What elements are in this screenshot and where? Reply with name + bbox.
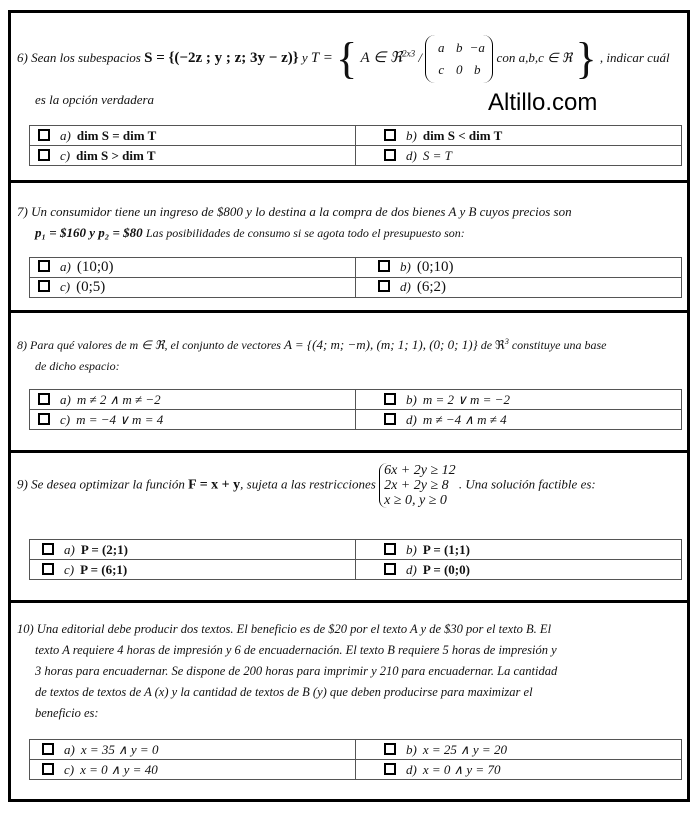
option-a[interactable]: a) P = (2;1) [30,540,356,560]
option-b[interactable]: b) (0;10) [356,258,682,278]
question-number: 9) [17,476,28,492]
checkbox-icon[interactable] [384,393,396,405]
option-c[interactable]: c) x = 0 ∧ y = 40 [30,760,356,780]
question-6-text: 6) Sean los subespacios S = {(−2z ; y ; z; 3y − z)} y T = { A ∈ ℜ$^{2x3}$ / a b −a c 0 b con a,b,c ∈ ℜ } , indicar cuál [17,34,670,83]
option-d[interactable]: d) S = T [356,146,682,166]
question-6-block: 6) Sean los subespacios S = {(−2z ; y ; z; 3y − z)} y T = { A ∈ ℜ$^{2x3}$ / a b −a c 0 b con a,b,c ∈ ℜ } , indicar cuál es la opción verdadera Altillo.com a) dim S = dim T b) dim S < dim T c) dim S > dim T d) S = T [8,10,690,180]
watermark: Altillo.com [488,89,598,116]
checkbox-icon[interactable] [384,763,396,775]
question-7-block [8,180,690,310]
checkbox-icon[interactable] [38,129,50,141]
option-d[interactable]: d) P = (0;0) [356,560,682,580]
option-b[interactable]: b) x = 25 ∧ y = 20 [356,740,682,760]
checkbox-icon[interactable] [42,543,54,555]
question-8-text: 8) Para qué valores de m ∈ ℜ, el conjunto de vectores A = {(4; m; −m), (m; 1; 1), (0; 0; 1)} de ℜ$^3$ constituye una base de dicho espacio: [17,337,607,373]
checkbox-icon[interactable] [384,543,396,555]
option-b[interactable]: b) P = (1;1) [356,540,682,560]
options-table [29,389,682,430]
constraints-system: 6x + 2y ≥ 12 2x + 2y ≥ 8 x ≥ 0, y ≥ 0 [379,463,456,508]
matrix: a b −a c 0 b [425,35,493,83]
checkbox-icon[interactable] [384,743,396,755]
question-number: 6) [17,49,28,65]
option-c[interactable]: c) dim S > dim T [30,146,356,166]
option-a[interactable]: a) dim S = dim T [30,126,356,146]
options-table [29,539,682,580]
checkbox-icon[interactable] [42,743,54,755]
checkbox-icon[interactable] [384,563,396,575]
checkbox-icon[interactable] [38,413,50,425]
option-a[interactable]: a) m ≠ 2 ∧ m ≠ −2 [30,390,356,410]
right-brace: } [575,34,597,83]
option-c[interactable]: c) (0;5) [30,278,356,298]
question-number: 7) [17,204,28,219]
checkbox-icon[interactable] [378,280,390,292]
question-7-text: 7) Un consumidor tiene un ingreso de $800 y lo destina a la compra de dos bienes A y B cuyos precios son p₁ = $160 y p₂ = $80 Las posibilidades de consumo si se agota todo el presupuesto son: [17,204,572,240]
option-c[interactable]: c) m = −4 ∨ m = 4 [30,410,356,430]
question-9-block [8,450,690,600]
checkbox-icon[interactable] [42,763,54,775]
checkbox-icon[interactable] [38,260,50,272]
checkbox-icon[interactable] [42,563,54,575]
checkbox-icon[interactable] [38,393,50,405]
checkbox-icon[interactable] [384,413,396,425]
option-c[interactable]: c) P = (6;1) [30,560,356,580]
question-9-text: 9) Se desea optimizar la función F = x + y, sujeta a las restricciones 6x + 2y ≥ 12 2x + 2y ≥ 8 x ≥ 0, y ≥ 0 . Una solución factible es: [17,463,596,508]
option-d[interactable]: d) x = 0 ∧ y = 70 [356,760,682,780]
checkbox-icon[interactable] [378,260,390,272]
option-d[interactable]: d) m ≠ −4 ∧ m ≠ 4 [356,410,682,430]
checkbox-icon[interactable] [38,149,50,161]
question-10-text: 10) Una editorial debe producir dos textos. El beneficio es de $20 por el texto A y de $30 por el texto B. El texto A requiere 4 horas de impresión y 6 de encuadernación. El texto B requiere 5 horas de impresión y 3 horas para encuadernar. Se dispone de 200 horas para imprimir y 210 para encuadernar. La cantidad de textos de textos de A (x) y la cantidad de textos de B (y) que deben producirse para maximizar el beneficio es: [17,622,558,720]
option-b[interactable]: b) dim S < dim T [356,126,682,146]
option-a[interactable]: a) x = 35 ∧ y = 0 [30,740,356,760]
checkbox-icon[interactable] [384,149,396,161]
option-a[interactable]: a) (10;0) [30,258,356,278]
checkbox-icon[interactable] [38,280,50,292]
question-number: 10) [17,622,34,636]
option-d[interactable]: d) (6;2) [356,278,682,298]
options-table [29,257,682,298]
checkbox-icon[interactable] [384,129,396,141]
option-b[interactable]: b) m = 2 ∨ m = −2 [356,390,682,410]
question-number: 8) [17,338,27,352]
question-10-block [8,600,690,802]
left-brace: { [336,34,358,83]
options-table [29,125,682,166]
question-8-block [8,310,690,450]
options-table [29,739,682,780]
